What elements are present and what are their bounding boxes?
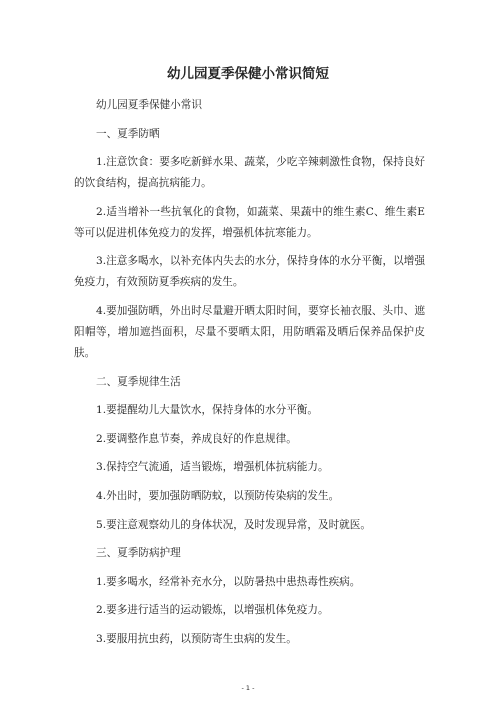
- body-paragraph: 2.要多进行适当的运动锻炼，以增强机体免疫力。: [96, 604, 329, 617]
- page-number: - 1 -: [241, 684, 255, 692]
- body-paragraph: 1.注意饮食：要多吃新鲜水果、蔬菜，少吃辛辣刺激性食物，保持良好的饮食结构，提高抗病能力。: [74, 156, 425, 190]
- section-heading: 二、夏季规律生活: [96, 375, 181, 388]
- section-heading: 一、夏季防晒: [96, 127, 160, 140]
- body-paragraph: 1.要多喝水，经常补充水分，以防暑热中患热毒性疾病。: [96, 575, 361, 588]
- body-paragraph: 1.要提醒幼儿大量饮水，保持身体的水分平衡。: [96, 404, 318, 417]
- body-paragraph: 3.要服用抗虫药，以预防寄生虫病的发生。: [96, 632, 297, 645]
- document-body: [74, 95, 425, 658]
- document-title: 幼儿园夏季保健小常识简短: [167, 66, 329, 82]
- body-paragraph: 5.要注意观察幼儿的身体状况，及时发现异常，及时就医。: [96, 518, 371, 531]
- body-paragraph: 2.要调整作息节奏，养成良好的作息规律。: [96, 432, 297, 445]
- body-paragraph: 4.要加强防晒，外出时尽量避开晒太阳时间，要穿长袖衣服、头巾、遮阳帽等，增加遮挡面积，尽量不要晒太阳，用防晒霜及晒后保养品保护皮肤。: [74, 304, 425, 359]
- body-paragraph: 幼儿园夏季保健小常识: [96, 99, 202, 111]
- body-paragraph: 2.适当增补一些抗氧化的食物，如蔬菜、果蔬中的维生素C、维生素E等可以促进机体免疫力的发挥，增强机体抗寒能力。: [74, 205, 425, 239]
- body-paragraph: 4.外出时，要加强防晒防蚊，以预防传染病的发生。: [96, 489, 340, 502]
- body-paragraph: 3.保持空气流通，适当锻炼，增强机体抗病能力。: [96, 461, 329, 474]
- section-heading: 三、夏季防病护理: [96, 547, 181, 560]
- body-paragraph: 3.注意多喝水，以补充体内失去的水分，保持身体的水分平衡，以增强免疫力，有效预防夏季疾病的发生。: [74, 255, 425, 289]
